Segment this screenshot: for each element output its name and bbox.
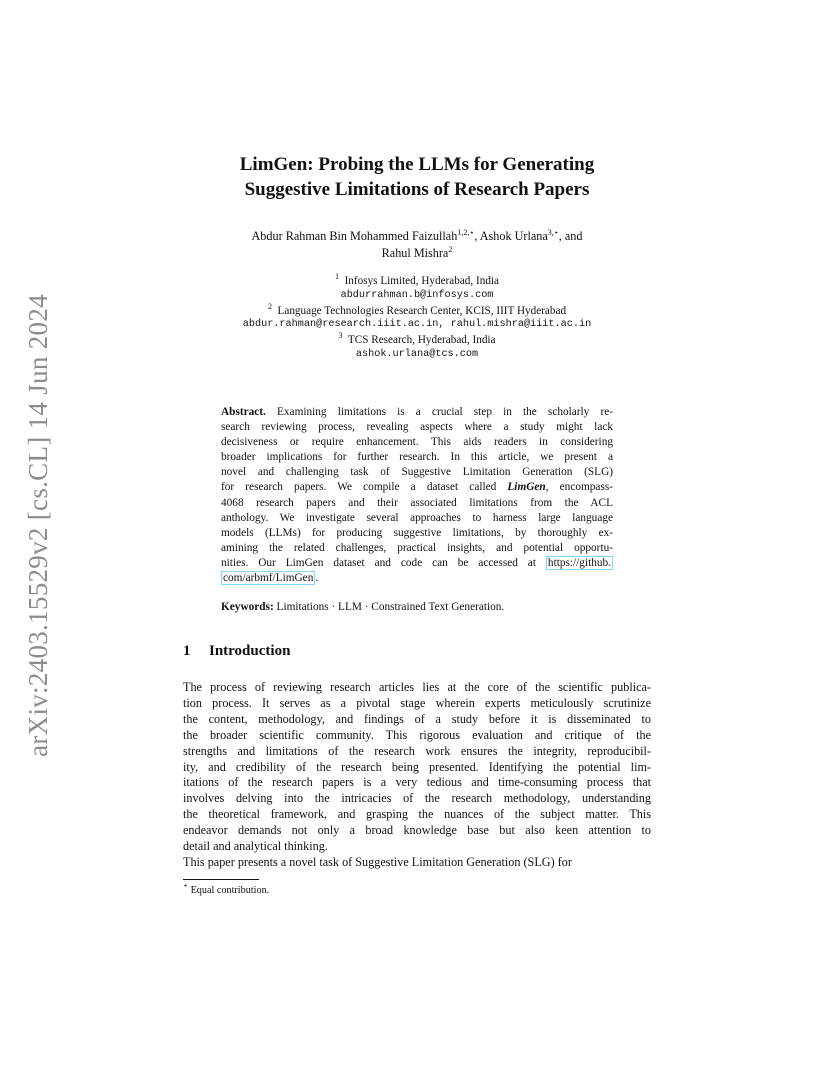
intro-line: the theoretical framework, and grasping the nuances of the subject matter. This [183, 807, 651, 822]
intro-line: the broader scientific community. This rigorous evaluation and critique of the [183, 727, 651, 742]
affiliation-2: $^2$ Language Technologies Research Center, KCIS, IIIT Hyderabad [267, 301, 567, 317]
title-line-1: LimGen: Probing the LLMs for Generating [239, 154, 595, 175]
affiliations [183, 274, 651, 363]
affiliation-3: $^3$ TCS Research, Hyderabad, India [338, 331, 496, 347]
affiliation-1-email: abdurrahman.b@infosys.com [340, 289, 494, 301]
footnote-mark: ⋆ [183, 881, 189, 890]
footnote-text: Equal contribution. [190, 885, 270, 896]
keywords: Keywords: Limitations · LLM · Constrained Text Generation. [221, 601, 505, 614]
paper-title [183, 152, 651, 202]
github-link[interactable]: https://github. [547, 556, 612, 569]
arxiv-identifier: arXiv:2403.15529v2 [cs.CL] 14 Jun 2024 [22, 293, 53, 757]
intro-line: involves delving into the intricacies of the research methodology, understanding [183, 791, 651, 806]
intro-line: the content, methodology, and findings of a study before it is disseminated to [183, 711, 651, 726]
github-link-continued[interactable]: com/arbmf/LimGen [223, 572, 314, 585]
footnote-rule [183, 879, 259, 880]
abstract-text: Abstract. Examining limitations is a crucial step in the scholarly re- search reviewing process, revealing aspects where a study might lack decisiveness or require enhancement. This aids readers in considering broader implications for further research. In this article, we present a novel and challenging task of Suggestive Limitation Generation (SLG) for research papers. We compile a dataset called LimGen, encompass- 4068 research papers and their associated limitations from the ACL anthology. We investigate several approaches to harness large language models (LLMs) for producing suggestive limitations, by thoroughly ex- amining the related challenges, practical insights, and potential opportu- nities. Our LimGen dataset and code can be accessed at https://github. com/arbmf/LimGen . [221, 406, 613, 585]
abstract-label: Abstract. [221, 406, 266, 418]
intro-line: itations of the research papers is a very tedious and time-consuming process that [183, 775, 651, 790]
abstract [221, 405, 613, 615]
footnote [183, 881, 270, 897]
affiliation-1: $^1$ Infosys Limited, Hyderabad, India [334, 272, 499, 287]
intro-line: ity, and credibility of the research being presented. Identifying the potential lim- [183, 759, 651, 774]
author-line-1: Abdur Rahman Bin Mohammed Faizullah$^{1,2,⋆}$, Ashok Urlana$^{3,⋆}$, and [251, 228, 583, 243]
section-heading-introduction [183, 643, 290, 660]
author-line-2: Rahul Mishra$^2$ [381, 245, 453, 260]
title-line-2: Suggestive Limitations of Research Papers [244, 179, 590, 200]
intro-paragraph-2: This paper presents a novel task of Suggestive Limitation Generation (SLG) for [183, 854, 572, 869]
intro-line: endeavor demands not only a broad knowledge base but also keen attention to [183, 823, 651, 838]
intro-line: tion process. It serves as a pivotal stage wherein experts meticulously scrutinize [183, 695, 651, 710]
keywords-label: Keywords: [221, 601, 274, 614]
intro-line: detail and analytical thinking. [183, 839, 328, 854]
section-number: 1 [183, 643, 191, 659]
section-title: Introduction [209, 643, 291, 659]
affiliation-3-email: ashok.urlana@tcs.com [355, 348, 479, 360]
intro-line: The process of reviewing research articles lies at the core of the scientific publica- [183, 680, 651, 694]
author-list [183, 228, 651, 262]
intro-line: strengths and limitations of the research work ensures the integrity, reproducibil- [183, 743, 651, 758]
introduction-text [183, 680, 651, 871]
dataset-name: LimGen [507, 481, 546, 494]
affiliation-2-email: abdur.rahman@research.iiit.ac.in, rahul.mishra@iiit.ac.in [242, 319, 592, 331]
